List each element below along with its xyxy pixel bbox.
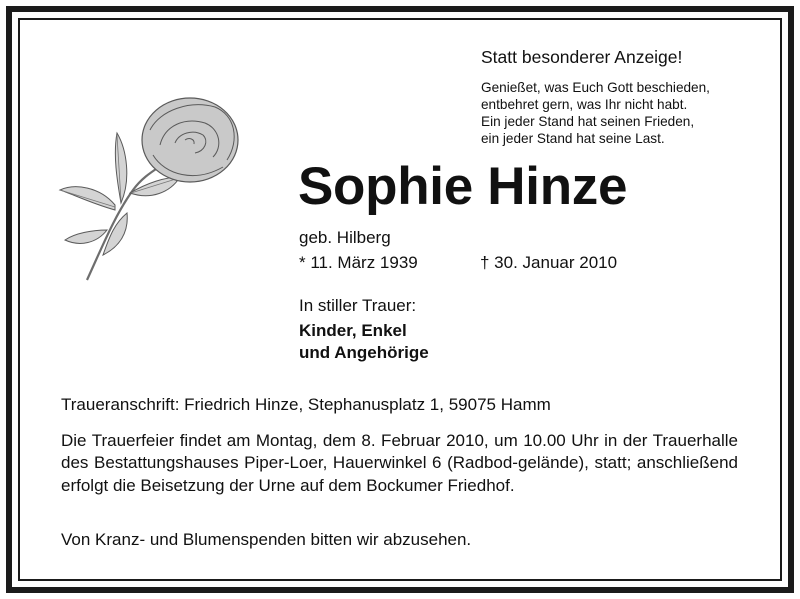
- maiden-name: geb. Hilberg: [299, 228, 391, 247]
- birth-date: * 11. März 1939: [299, 253, 418, 272]
- poem-line: entbehret gern, was Ihr nicht habt.: [481, 97, 688, 112]
- poem-line: Genießet, was Euch Gott beschieden,: [481, 80, 710, 95]
- mourning-address: Traueranschrift: Friedrich Hinze, Stephanusplatz 1, 59075 Hamm: [61, 395, 551, 414]
- funeral-service-text: Die Trauerfeier findet am Montag, dem 8. Februar 2010, um 10.00 Uhr in der Trauerhalle des Bestattungshauses Piper-Loer, Hauerwinkel 6 (Radbod-gelände), statt; anschließend erfolgt die Beisetzung der Urne auf dem Bockumer Friedhof.: [61, 431, 738, 495]
- family-signature: [299, 320, 429, 364]
- mourning-label: In stiller Trauer:: [299, 296, 417, 315]
- flowers-note: Von Kranz- und Blumenspenden bitten wir abzusehen.: [61, 530, 472, 549]
- deceased-name: Sophie Hinze: [298, 157, 628, 216]
- rose-icon: [55, 95, 245, 285]
- family-line: und Angehörige: [299, 343, 429, 362]
- poem-line: ein jeder Stand hat seine Last.: [481, 131, 665, 146]
- poem-line: Ein jeder Stand hat seinen Frieden,: [481, 114, 695, 129]
- notice-heading: Statt besonderer Anzeige!: [481, 47, 683, 67]
- family-line: Kinder, Enkel: [299, 321, 407, 340]
- poem: [481, 79, 710, 147]
- death-date: † 30. Januar 2010: [480, 253, 618, 272]
